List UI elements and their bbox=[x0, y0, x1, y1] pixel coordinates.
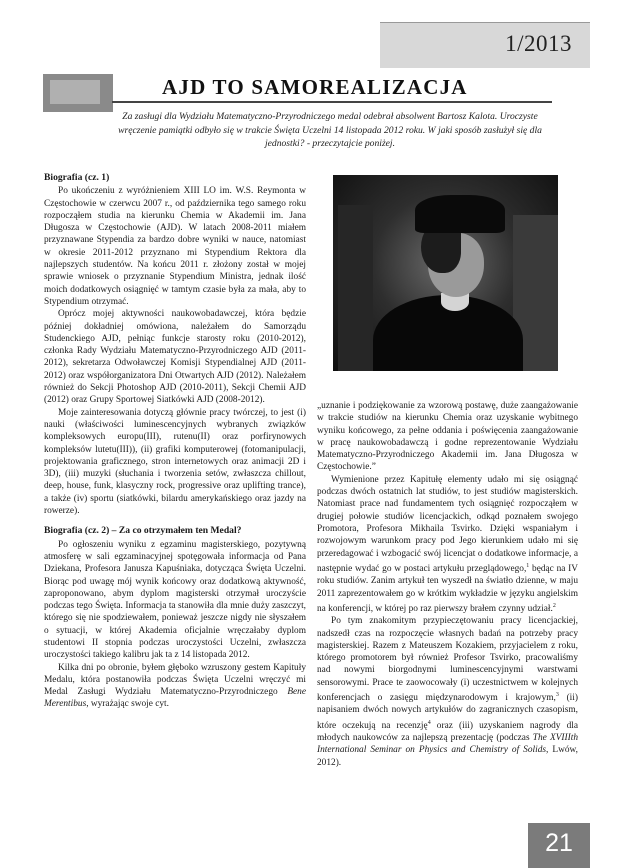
text-run: (ii) napisaniem dwóch nowych artykułów do zagranicznych czasopism, które oczekują na recenzję bbox=[317, 693, 578, 731]
article-title: AJD TO SAMOREALIZACJA bbox=[162, 75, 468, 99]
left-column bbox=[44, 172, 306, 711]
paragraph: Moje zainteresowania dotyczą głównie pracy twórczej, to jest (i) nauki (właściwości luminescencyjnych wybranych związków kompleksowych europu(III), rutenu(II) oraz porfirynowych kompleksów lutetu(III)), (ii) grafiki komputerowej (fotomanipulacji, projektowania graficznego, stron internetowych oraz animacji 2D i 3D), (iii) muzyki (słuchania i tworzenia setów, zwłaszcza chillout, deep, house, funk, klasyczny rock, progressive oraz uplifting trance), a także (iv) sportu (siatkówki, bilardu amerykańskiego oraz jazdy na rowerze). bbox=[44, 407, 306, 517]
decorative-gray-block-inner bbox=[50, 80, 100, 104]
paragraph: Po ukończeniu z wyróżnieniem XIII LO im. W.S. Reymonta w Częstochowie w czerwcu 2007 r., od października tego samego roku rozpocząłem studia na kierunku Chemia w Akademii im. Jana Długosza w Częstochowie (AJD). W latach 2008-2011 miałem przyznawane Stypendia za bardzo dobre wyniki w nauce, natomiast w okresie 2011-2012 przyznano mi Stypendium Rektora dla najlepszych studentów. Na końcu 2011 r. złożony został w mojej sprawie wniosek o przyznanie Stypendium Ministra, jednak ilość moich dodatkowych osiągnięć w tamtym czasie była za mała, aby to Stypendium otrzymać. bbox=[44, 186, 306, 307]
issue-number: 1/2013 bbox=[505, 31, 572, 56]
footnote-marker: 1 bbox=[526, 562, 530, 569]
paragraph bbox=[317, 615, 578, 769]
issue-header-box bbox=[380, 22, 590, 68]
text-run: , Lwów, 2012). bbox=[317, 745, 578, 768]
paragraph bbox=[44, 662, 306, 711]
seminar-title: The XVIIIth International Seminar on Physics and Chemistry of Solids bbox=[317, 733, 579, 756]
medal-name: Bene Merentibus bbox=[44, 687, 306, 710]
footnote-marker: 4 bbox=[427, 719, 431, 726]
text-run: Wymienione przez Kapitułę elementy udało mi się osiągnąć podczas dwóch ostatnich lat studiów, to jest studiów magisterskich. Natomiast prace nad fundamentem tych osiągnięć rozpocząłem w drugiej połowie studiów licencjackich, odkąd poznałem swojego Promotora, Profesora Mikhaila Tsvirko. Dzięki wspaniałym i rozwojowym warunkom pracy pod Jego kierunkiem udało mi się przeredagować i wzbogacić swój licencjat o dodatkowe informacje, a następnie wydać go w postaci artykułu przeglądowego, bbox=[317, 474, 578, 574]
footnote-marker: 2 bbox=[552, 602, 556, 609]
title-underline bbox=[112, 101, 552, 103]
paragraph bbox=[317, 474, 578, 615]
graduate-portrait-photo bbox=[333, 175, 558, 371]
section-heading-biography-1: Biografia (cz. 1) bbox=[44, 172, 110, 183]
text-run: będąc na IV roku studiów. Zanim artykuł ten wyszedł na światło dzienne, w maju 2011 zaprezentowałem go w krótkim wykładzie w języku angielskim na konferencji, w której po raz pierwszy brałem czynny udział. bbox=[317, 563, 578, 614]
page-number-box bbox=[528, 823, 590, 868]
paragraph: Oprócz mojej aktywności naukowobadawczej, która będzie później dokładniej omówiona, należałem do Samorządu Studenckiego AJD, pełniąc funkcje starosty roku (2010-2012), członka Rady Wydziału Matematyczno-Przyrodniczego AJD (2011-2012), sekretarza Odwoławczej Komisji Stypendialnej AJD (2011-2012) oraz współorganizatora Dni Otwartych AJD (2012). Należałem również do Sekcji Photoshop AJD (2010-2011), Sekcji Chemii AJD (2012) oraz Grupy Sportowej Siatkówki AJD (2008-2012). bbox=[44, 309, 306, 406]
text-run: Kilka dni po obronie, byłem głęboko wzruszony gestem Kapituły Medalu, która postanowiła podczas Święta Uczelni wręczyć mi Medal Zasługi Wydziału Matematyczno-Przyrodniczego bbox=[44, 662, 306, 698]
article-lead: Za zasługi dla Wydziału Matematyczno-Przyrodniczego medal odebrał absolwent Bartosz Kalota. Uroczyste wręczenie pamiątki odbyło się w trakcie Święta Uczelni 14 listopada 2012 roku. W jaki sposób zasłużył się dla jednostki? - przeczytajcie poniżej. bbox=[118, 111, 542, 149]
text-run: oraz (iii) uzyskaniem nagrody dla młodych naukowców za najlepszą prezentację (podczas bbox=[317, 720, 579, 744]
text-run: , wyrażając swoje cyt. bbox=[86, 699, 169, 710]
quote-paragraph: „uznanie i podziękowanie za wzorową postawę, duże zaangażowanie w trakcie studiów na kierunku Chemia oraz uzyskanie wybitnego wyniku końcowego, za pełne oddania i poświęcenia zaangażowanie w pracę naukowobadawczą i godne reprezentowanie Wydziału Matematyczno-Przyrodniczego Akademii im. Jana Długosza w Częstochowie.” bbox=[317, 401, 578, 473]
page-number: 21 bbox=[545, 829, 573, 857]
text-run: Po tym znakomitym przypieczętowaniu pracy licencjackiej, nadszedł czas na rozpoczęcie własnych badań na potrzeby pracy magisterskiej. Razem z Mateuszem Kozakiem, przyjacielem z roku, którego promotorem był również Profesor Tsvirko, pracowaliśmy nad nowymi biorgodnymi luminescencyjnymi warstwami sensorowymi. Prace te zaowocowały (i) uczestnictwem w kolejnych konferencjach o zasięgu międzynarodowym i krajowym, bbox=[317, 616, 578, 704]
footnote-marker: 3 bbox=[555, 692, 559, 699]
photo-academic-cap bbox=[415, 195, 505, 233]
section-heading-biography-2: Biografia (cz. 2) – Za co otrzymałem ten Medal? bbox=[44, 525, 242, 537]
photo-background-figure bbox=[338, 205, 373, 371]
paragraph: Po ogłoszeniu wyniku z egzaminu magisterskiego, pozytywną atmosferę w sali egzaminacyjnej spotęgowała informacja od Pana Dziekana, Profesora Janusza Kapuśniaka, dotycząca Święta Uczelni. Biorąc pod uwagę mój wynik końcowy oraz dodatkową aktywność, zaproponowano, abym dyplom magisterski otrzymał uroczyście podczas tego Święta. Informacja ta stanowiła dla mnie duży zaszczyt, którego się nie spodziewałem, ponieważ jeszcze nigdy nie słyszałem o sytuacji, w której Akademia oficjalnie wręczałaby dyplom studentowi II stopnia podczas uroczystości Uczelni, zwłaszcza uroczystości takiego kalibru jak ta z 14 listopada 2012. bbox=[44, 539, 306, 661]
right-column bbox=[317, 400, 578, 769]
